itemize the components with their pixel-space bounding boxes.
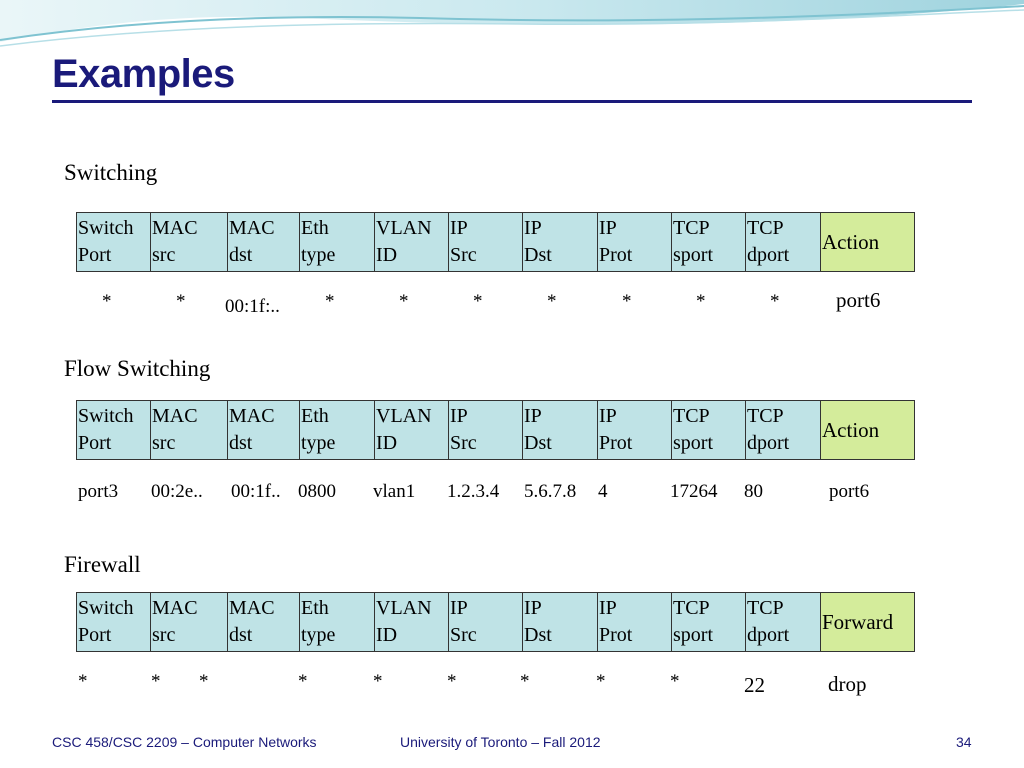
value-mac-dst: * — [199, 671, 209, 692]
value-ip-src: 1.2.3.4 — [447, 481, 500, 502]
header-cell-mac-src: MAC src — [151, 213, 228, 272]
value-ip-dst: 5.6.7.8 — [524, 481, 577, 502]
value-action: port6 — [836, 288, 881, 312]
header-cell-eth-type: Eth type — [300, 401, 375, 460]
value-action: drop — [828, 672, 867, 696]
header-cell-forward: Forward — [821, 593, 915, 652]
header-cell-switch-port: Switch Port — [77, 593, 151, 652]
header-cell-switch-port: Switch Port — [77, 401, 151, 460]
value-mac-dst: 00:1f.. — [231, 481, 281, 502]
header-cell-ip-prot: IP Prot — [598, 401, 672, 460]
value-mac-dst: 00:1f:.. — [225, 296, 280, 317]
header-cell-mac-src: MAC src — [151, 593, 228, 652]
value-tcp-sport: * — [670, 671, 680, 692]
value-tcp-dport: 80 — [744, 481, 763, 502]
section-label-flow-switching: Flow Switching — [64, 356, 211, 381]
footer-university: University of Toronto – Fall 2012 — [400, 734, 601, 750]
value-ip-dst: * — [520, 671, 530, 692]
value-tcp-sport: * — [696, 291, 706, 312]
header-cell-ip-src: IP Src — [449, 593, 523, 652]
value-switch-port: * — [102, 291, 112, 312]
value-mac-src: * — [176, 291, 186, 312]
header-cell-switch-port: Switch Port — [77, 213, 151, 272]
value-switch-port: port3 — [78, 481, 119, 502]
value-vlan-id: * — [373, 671, 383, 692]
value-ip-src: * — [473, 291, 483, 312]
value-action: port6 — [829, 481, 870, 502]
value-switch-port: * — [78, 671, 88, 692]
header-cell-tcp-sport: TCP sport — [672, 213, 746, 272]
value-ip-prot: 4 — [598, 481, 608, 502]
header-cell-ip-dst: IP Dst — [523, 593, 598, 652]
value-vlan-id: * — [399, 291, 409, 312]
header-table-flow-switching — [76, 400, 915, 460]
footer-course: CSC 458/CSC 2209 – Computer Networks — [52, 734, 317, 750]
title-underline — [52, 100, 972, 103]
header-cell-ip-src: IP Src — [449, 401, 523, 460]
header-table-firewall — [76, 592, 915, 652]
value-tcp-dport: 22 — [744, 673, 765, 697]
header-cell-mac-dst: MAC dst — [228, 593, 300, 652]
header-cell-mac-src: MAC src — [151, 401, 228, 460]
footer-page-number: 34 — [956, 734, 972, 750]
value-tcp-sport: 17264 — [670, 481, 718, 502]
section-label-firewall: Firewall — [64, 552, 141, 577]
header-cell-action: Action — [821, 401, 915, 460]
header-cell-ip-prot: IP Prot — [598, 593, 672, 652]
value-eth-type: 0800 — [298, 481, 336, 502]
value-vlan-id: vlan1 — [373, 481, 416, 502]
header-cell-vlan-id: VLAN ID — [375, 593, 449, 652]
header-cell-eth-type: Eth type — [300, 593, 375, 652]
value-mac-src: 00:2e.. — [151, 481, 203, 502]
header-cell-tcp-dport: TCP dport — [746, 213, 821, 272]
header-table-switching — [76, 212, 915, 272]
value-ip-prot: * — [596, 671, 606, 692]
header-cell-ip-prot: IP Prot — [598, 213, 672, 272]
header-cell-ip-src: IP Src — [449, 213, 523, 272]
header-cell-vlan-id: VLAN ID — [375, 213, 449, 272]
header-cell-ip-dst: IP Dst — [523, 401, 598, 460]
value-eth-type: * — [298, 671, 308, 692]
header-cell-tcp-dport: TCP dport — [746, 401, 821, 460]
page-title: Examples — [52, 52, 235, 96]
value-ip-src: * — [447, 671, 457, 692]
header-cell-mac-dst: MAC dst — [228, 213, 300, 272]
header-cell-ip-dst: IP Dst — [523, 213, 598, 272]
value-ip-prot: * — [622, 291, 632, 312]
value-tcp-dport: * — [770, 291, 780, 312]
header-cell-tcp-sport: TCP sport — [672, 593, 746, 652]
header-cell-action: Action — [821, 213, 915, 272]
header-cell-mac-dst: MAC dst — [228, 401, 300, 460]
value-eth-type: * — [325, 291, 335, 312]
section-label-switching: Switching — [64, 160, 158, 185]
value-mac-src: * — [151, 671, 161, 692]
header-cell-tcp-dport: TCP dport — [746, 593, 821, 652]
header-cell-vlan-id: VLAN ID — [375, 401, 449, 460]
header-cell-eth-type: Eth type — [300, 213, 375, 272]
header-cell-tcp-sport: TCP sport — [672, 401, 746, 460]
value-ip-dst: * — [547, 291, 557, 312]
